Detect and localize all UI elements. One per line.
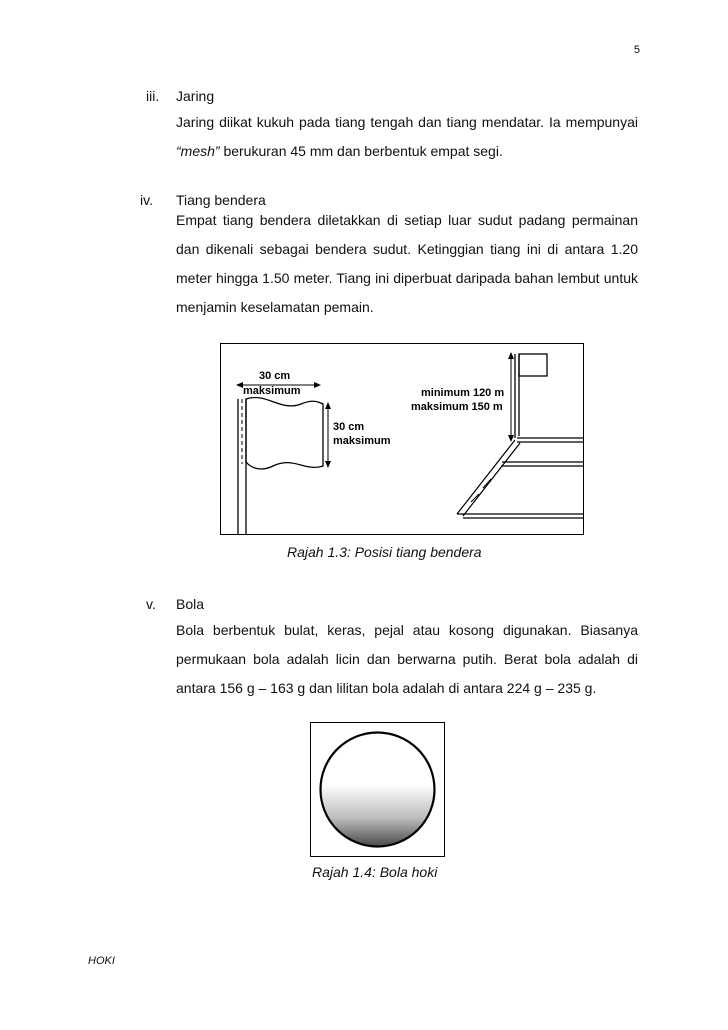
corner-flag [519,354,547,376]
arrowhead [508,435,514,442]
paragraph-text: Jaring diikat kukuh pada tiang tengah dan tiang mendatar. Ia mempunyai [176,114,638,130]
flag-cloth [246,397,323,468]
section-heading: Jaring [176,88,215,104]
arrowhead [314,382,321,388]
arrowhead [236,382,243,388]
flag-figure [220,343,584,535]
flag-height-label: maksimum [333,435,391,447]
ball-figure [310,722,445,857]
field-line [457,440,515,514]
arrowhead [325,402,331,409]
field-hatch [483,479,491,488]
flag-diagram [221,344,583,534]
ball-diagram [311,723,444,856]
section-heading: Bola [176,596,205,612]
arrowhead [508,352,514,359]
figure-caption: Rajah 1.4: Bola hoki [312,864,438,880]
hockey-ball [321,733,435,847]
mesh-term: “mesh” [176,143,220,159]
section-paragraph: Empat tiang bendera diletakkan di setiap luar sudut padang permainan dan dikenali sebagai bendera sudut. Ketinggian tiang ini di antara 1.20 meter hingga 1.50 meter. Tiang ini diperbuat daripada bahan lembut untuk menjamin keselamatan pemain. [176,212,638,315]
section-paragraph [176,108,638,166]
section-number: v. [146,596,156,612]
page-number: 5 [633,44,640,56]
pole-min-label: minimum 120 m [421,387,505,399]
section-paragraph: Bola berbentuk bulat, keras, pejal atau kosong digunakan. Biasanya permukaan bola adalah licin dan berwarna putih. Berat bola adalah di antara 156 g – 163 g dan lilitan bola adalah di antara 224 g – 235 g. [176,622,638,696]
arrowhead [325,461,331,468]
section-number: iv. [140,192,153,208]
flag-width-label: 30 cm [259,370,291,382]
flag-width-label: maksimum [243,385,301,397]
section-heading: Tiang bendera [176,192,266,208]
flag-height-label: 30 cm [333,421,365,433]
field-line [463,443,520,516]
footer-label: HOKI [88,955,115,967]
paragraph-text: berukuran 45 mm dan berbentuk empat segi. [219,143,503,159]
pole-max-label: maksimum 150 m [411,401,503,413]
section-number: iii. [146,88,160,104]
figure-caption: Rajah 1.3: Posisi tiang bendera [287,544,482,560]
